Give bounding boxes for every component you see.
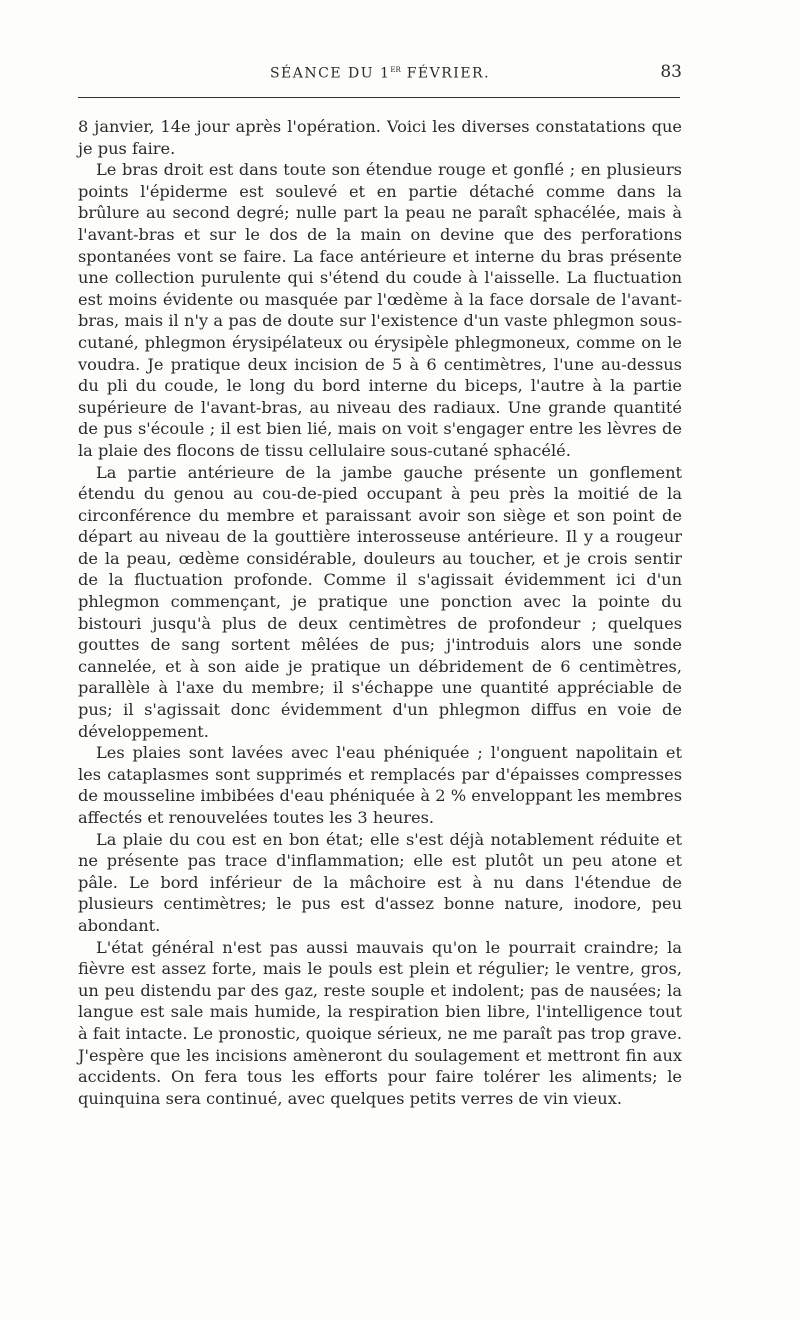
page-number: 83 — [660, 62, 682, 82]
running-head-title-superscript: er — [390, 64, 401, 75]
paragraph: Le bras droit est dans toute son étendue rouge et gonflé ; en plusieurs points l'épiderme est soulevé et en partie détaché comme dans la brûlure au second degré; nulle part la peau ne paraît sphacélée, mais à l'avant-bras et sur le dos de la main on devine que des perforations spontanées vont se faire. La face antérieure et interne du bras présente une collection purulente qui s'étend du coude à l'aisselle. La fluctuation est moins évidente ou masquée par l'œdème à la face dorsale de l'avant-bras, mais il n'y a pas de doute sur l'existence d'un vaste phlegmon sous-cutané, phlegmon érysipélateux ou érysipèle phlegmoneux, comme on le voudra. Je pratique deux incision de 5 à 6 centimètres, l'une au-dessus du pli du coude, le long du bord interne du biceps, l'autre à la partie supérieure de l'avant-bras, au niveau des radiaux. Une grande quantité de pus s'écoule ; il est bien lié, mais on voit s'engager entre les lèvres de la plaie des flocons de tissu cellulaire sous-cutané sphacélé. — [78, 160, 682, 460]
paragraph: Les plaies sont lavées avec l'eau phéniquée ; l'onguent napolitain et les cataplasmes sont supprimés et remplacés par d'épaisses compresses de mousseline imbibées d'eau phéniquée à 2 % enveloppant les membres affectés et renouvelées toutes les 3 heures. — [78, 743, 682, 827]
body-text — [78, 116, 682, 1109]
paragraph: La partie antérieure de la jambe gauche présente un gonflement étendu du genou au cou-de-pied occupant à peu près la moitié de la circonférence du membre et paraissant avoir son siège et son point de départ au niveau de la gouttière interosseuse antérieure. Il y a rougeur de la peau, œdème considérable, douleurs au toucher, et je crois sentir de la fluctuation profonde. Comme il s'agissait évidemment ici d'un phlegmon commençant, je pratique une ponction avec la pointe du bistouri jusqu'à plus de deux centimètres de profondeur ; quelques gouttes de sang sortent mêlées de pus; j'introduis alors une sonde cannelée, et à son aide je pratique un débridement de 6 centimètres, parallèle à l'axe du membre; il s'échappe une quantité appréciable de pus; il s'agissait donc évidemment d'un phlegmon diffus en voie de développement. — [78, 462, 682, 741]
paragraph: L'état général n'est pas aussi mauvais qu'on le pourrait craindre; la fièvre est assez forte, mais le pouls est plein et régulier; le ventre, gros, un peu distendu par des gaz, reste souple et indolent; pas de nausées; la langue est sale mais humide, la respiration bien libre, l'intelligence tout à fait intacte. Le pronostic, quoique sérieux, ne me paraît pas trop grave. J'espère que les incisions amèneront du soulagement et mettront fin aux accidents. On fera tous les efforts pour faire tolérer les aliments; le quinquina sera continué, avec quelques petits verres de vin vieux. — [78, 937, 682, 1108]
running-head-title-end: FÉVRIER. — [400, 65, 491, 82]
running-head-title — [78, 64, 682, 82]
header-rule — [78, 97, 680, 98]
paragraph: La plaie du cou est en bon état; elle s'est déjà notablement réduite et ne présente pas trace d'inflammation; elle est plutôt un peu atone et pâle. Le bord inférieur de la mâchoire est à nu dans l'étendue de plusieurs centimètres; le pus est d'assez bonne nature, inodore, peu abondant. — [78, 829, 682, 935]
paragraph: 8 janvier, 14e jour après l'opération. Voici les diverses constatations que je pus faire. — [78, 117, 682, 158]
running-head — [78, 62, 682, 86]
running-head-title-main: SÉANCE DU 1 — [269, 65, 391, 82]
